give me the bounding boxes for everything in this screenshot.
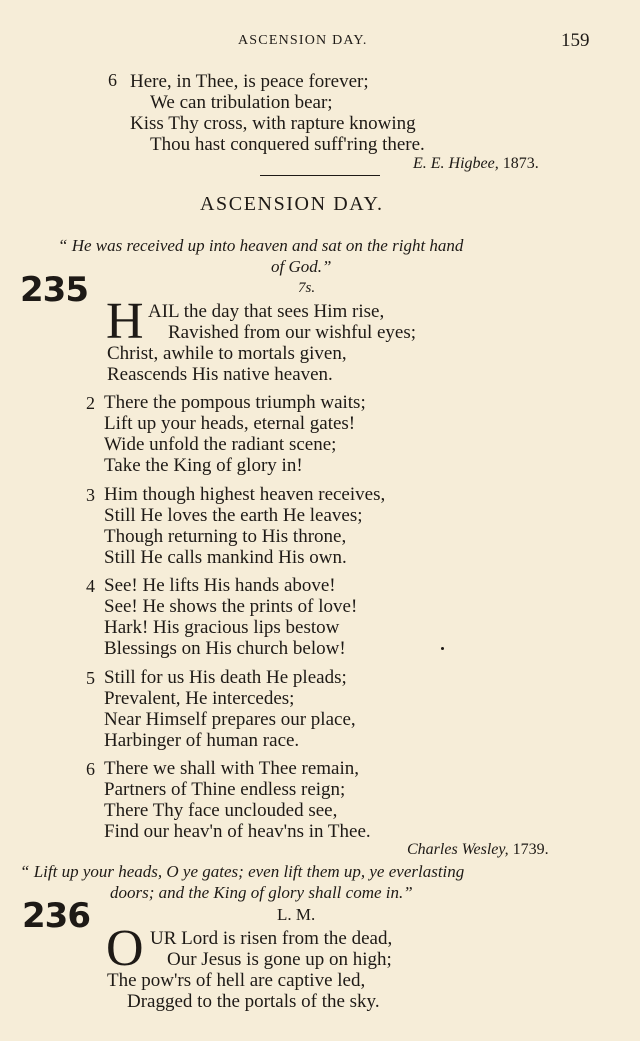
verse-line: Kiss Thy cross, with rapture knowing <box>130 113 416 134</box>
stanza-number: 2 <box>86 393 95 413</box>
meter-label: L. M. <box>277 905 316 924</box>
author-year: 1739. <box>512 841 549 858</box>
verse-line: Ravished from our wishful eyes; <box>168 322 417 343</box>
ink-dot <box>441 647 444 650</box>
stanza-number: 5 <box>86 668 95 688</box>
verse-line: See! He lifts His hands above! <box>104 575 336 596</box>
running-title: ASCENSION DAY. <box>238 33 368 48</box>
verse-line: Harbinger of human race. <box>104 730 300 751</box>
section-title: ASCENSION DAY. <box>200 193 384 215</box>
verse-line: There the pompous triumph waits; <box>104 392 366 413</box>
stanza-number: 6 <box>86 759 95 779</box>
page-number: 159 <box>561 30 590 51</box>
stanza-number: 6 <box>108 70 117 90</box>
verse-line: Near Himself prepares our place, <box>104 709 356 730</box>
author-name: E. E. Higbee, <box>413 155 499 172</box>
verse-line: Still for us His death He pleads; <box>104 667 347 688</box>
stanza-number: 4 <box>86 576 95 596</box>
verse-line: Our Jesus is gone up on high; <box>167 949 392 970</box>
verse-line: There we shall with Thee remain, <box>104 758 359 779</box>
verse-line: Blessings on His church below! <box>104 638 346 659</box>
author-name: Charles Wesley, <box>407 841 509 858</box>
author-year: 1873. <box>502 155 539 172</box>
hymn-number: 235 <box>20 270 88 310</box>
verse-line: We can tribulation bear; <box>150 92 333 113</box>
section-divider <box>260 175 380 176</box>
verse-line: Reascends His native heaven. <box>107 364 333 385</box>
epigraph-line: of God.” <box>271 257 332 276</box>
author-attribution <box>407 841 549 859</box>
verse-line: Dragged to the portals of the sky. <box>127 991 380 1012</box>
drop-cap: O <box>106 920 144 977</box>
verse-line: Here, in Thee, is peace forever; <box>130 71 369 92</box>
verse-line: UR Lord is risen from the dead, <box>150 928 393 949</box>
verse-line: Partners of Thine endless reign; <box>104 779 346 800</box>
verse-line: Him though highest heaven receives, <box>104 484 386 505</box>
author-attribution <box>413 155 539 173</box>
verse-line: Wide unfold the radiant scene; <box>104 434 337 455</box>
meter-label: 7s. <box>298 280 316 296</box>
verse-line: Find our heav'n of heav'ns in Thee. <box>104 821 371 842</box>
epigraph-line: doors; and the King of glory shall come in.” <box>110 883 413 902</box>
drop-cap: H <box>106 293 144 350</box>
verse-line: Still He calls mankind His own. <box>104 547 347 568</box>
verse-line: AIL the day that sees Him rise, <box>148 301 385 322</box>
verse-line: Take the King of glory in! <box>104 455 303 476</box>
verse-line: Christ, awhile to mortals given, <box>107 343 347 364</box>
hymn-number: 236 <box>22 896 90 936</box>
verse-line: The pow'rs of hell are captive led, <box>107 970 366 991</box>
verse-line: Prevalent, He intercedes; <box>104 688 295 709</box>
epigraph-line: “ Lift up your heads, O ye gates; even lift them up, ye everlasting <box>20 862 465 881</box>
verse-line: Still He loves the earth He leaves; <box>104 505 363 526</box>
stanza-number: 3 <box>86 485 95 505</box>
epigraph-line: “ He was received up into heaven and sat on the right hand <box>58 236 464 255</box>
verse-line: See! He shows the prints of love! <box>104 596 358 617</box>
verse-line: Lift up your heads, eternal gates! <box>104 413 356 434</box>
verse-line: There Thy face unclouded see, <box>104 800 338 821</box>
verse-line: Hark! His gracious lips bestow <box>104 617 340 638</box>
verse-line: Thou hast conquered suff'ring there. <box>150 134 425 155</box>
verse-line: Though returning to His throne, <box>104 526 347 547</box>
